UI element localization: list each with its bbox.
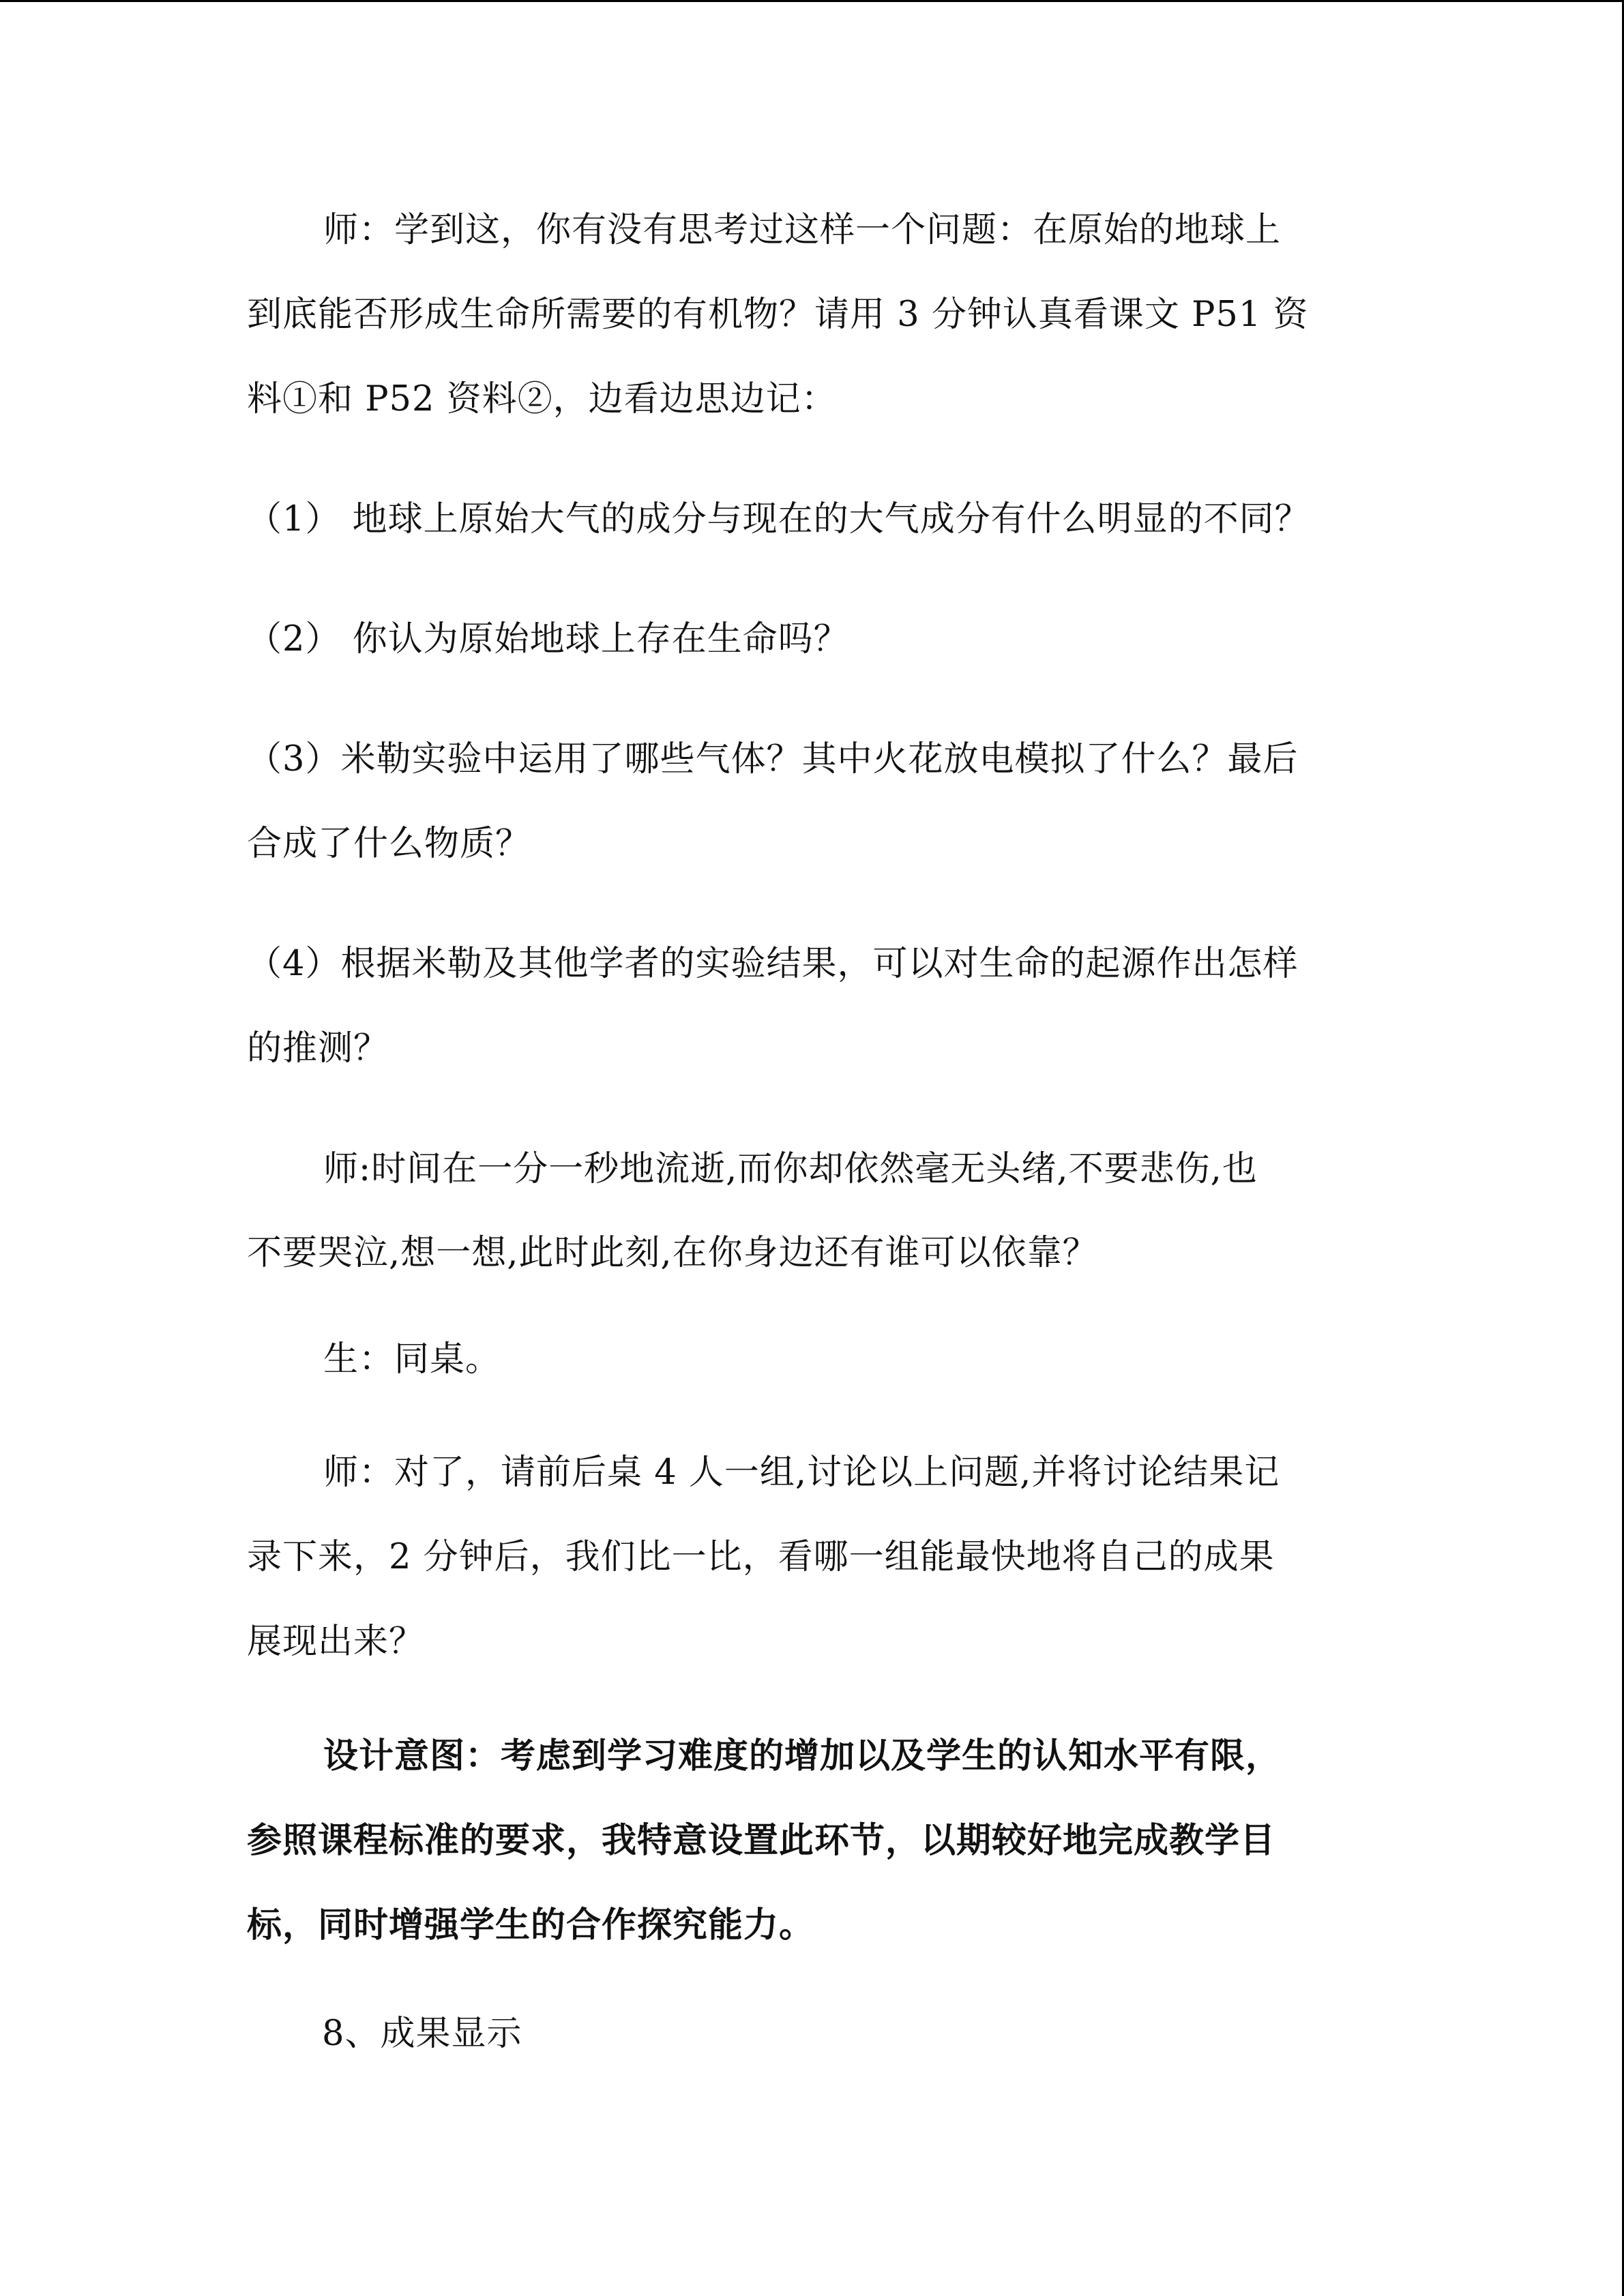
paragraph-teacher-question-line-3: 料①和 P52 资料②，边看边思边记： bbox=[247, 379, 837, 419]
paragraph-teacher-question-line-2: 到底能否形成生命所需要的有机物？请用 3 分钟认真看课文 P51 资 bbox=[247, 295, 1309, 335]
design-intent-line-3: 标，同时增强学生的合作探究能力。 bbox=[247, 1905, 815, 1945]
paragraph-teacher-time-line-1: 师:时间在一分一秒地流逝,而你却依然毫无头绪,不要悲伤,也 bbox=[323, 1149, 1258, 1189]
question-2: （2） 你认为原始地球上存在生命吗？ bbox=[247, 619, 849, 659]
question-4-line-2: 的推测？ bbox=[247, 1028, 389, 1069]
design-intent-line-2: 参照课程标准的要求，我特意设置此环节，以期较好地完成教学目 bbox=[247, 1820, 1276, 1861]
paragraph-teacher-group-line-3: 展现出来？ bbox=[247, 1622, 425, 1662]
page-border-top bbox=[0, 0, 1624, 2]
question-1: （1） 地球上原始大气的成分与现在的大气成分有什么明显的不同？ bbox=[247, 499, 1310, 539]
question-3-line-1: （3）米勒实验中运用了哪些气体？其中火花放电模拟了什么？最后 bbox=[247, 739, 1299, 779]
question-4-line-1: （4）根据米勒及其他学者的实验结果，可以对生命的起源作出怎样 bbox=[247, 944, 1299, 984]
question-3-line-2: 合成了什么物质？ bbox=[247, 824, 531, 864]
paragraph-teacher-group-line-1: 师：对了，请前后桌 4 人一组,讨论以上问题,并将讨论结果记 bbox=[323, 1452, 1280, 1493]
section-heading-results: 8、成果显示 bbox=[322, 2014, 522, 2054]
paragraph-student-answer: 生：同桌。 bbox=[323, 1339, 501, 1380]
paragraph-teacher-group-line-2: 录下来，2 分钟后，我们比一比，看哪一组能最快地将自己的成果 bbox=[247, 1537, 1275, 1577]
paragraph-teacher-question-line-1: 师：学到这，你有没有思考过这样一个问题：在原始的地球上 bbox=[323, 210, 1282, 250]
paragraph-teacher-time-line-2: 不要哭泣,想一想,此时此刻,在你身边还有谁可以依靠？ bbox=[247, 1233, 1098, 1273]
design-intent-line-1: 设计意图：考虑到学习难度的增加以及学生的认知水平有限， bbox=[323, 1735, 1282, 1776]
